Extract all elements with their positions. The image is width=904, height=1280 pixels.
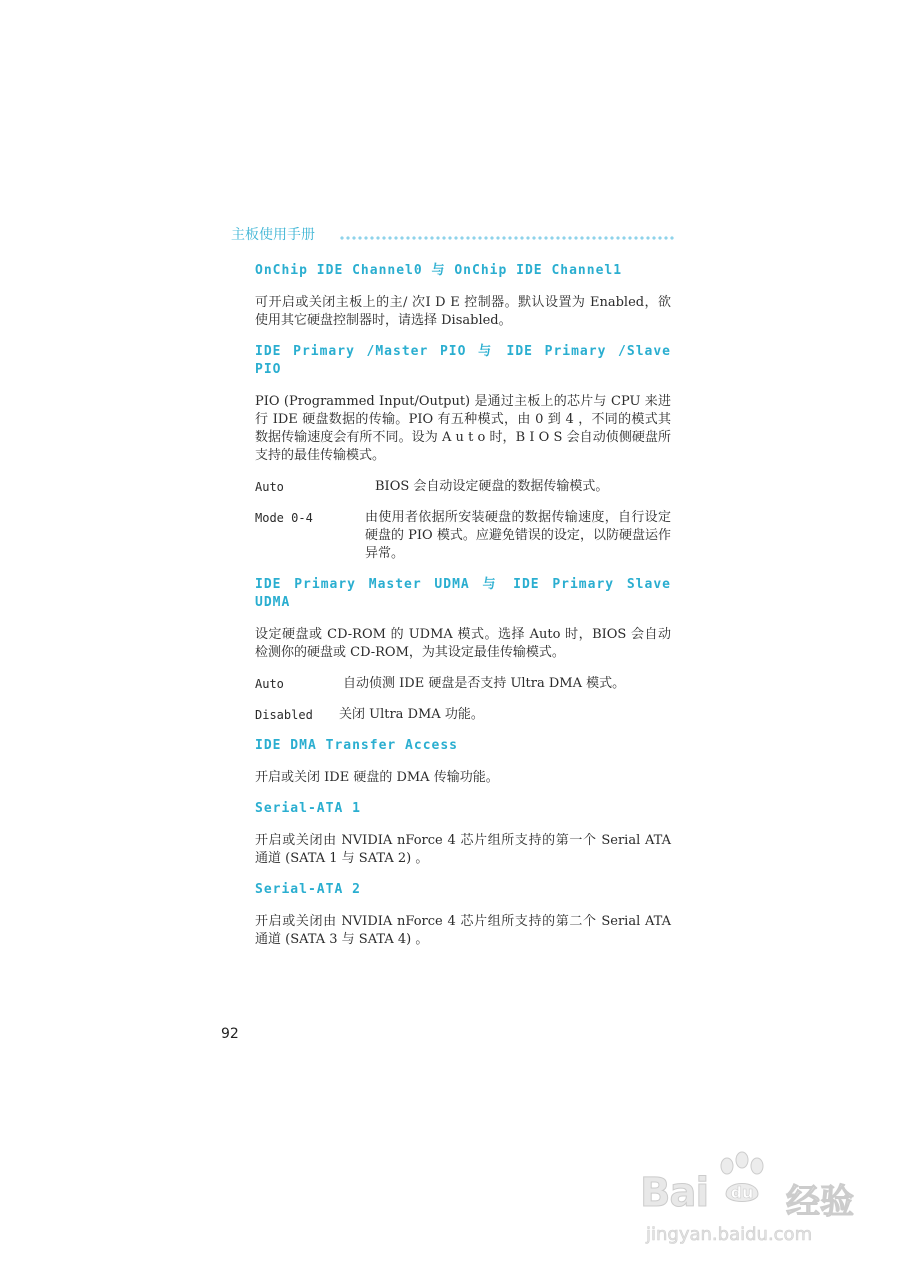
section-body-onchip-ide: 可开启或关闭主板上的主/ 次I D E 控制器。默认设置为 Enabled，欲使用其它硬盘控制器时，请选择 Disabled。 <box>255 295 671 328</box>
section-heading-sata1: Serial-ATA 1 <box>255 801 361 816</box>
option-term: Auto <box>255 480 284 494</box>
watermark-url: jingyan.baidu.com <box>646 1224 813 1245</box>
option-term: Auto <box>255 677 284 691</box>
paw-icon <box>712 1150 772 1210</box>
option-row-pio-mode <box>255 509 671 563</box>
header-title: 主板使用手册 <box>231 227 315 243</box>
option-term: Disabled <box>255 708 313 722</box>
section-heading-pio: IDE Primary /Master PIO 与 IDE Primary /Slave PIO <box>255 344 671 377</box>
option-description: 关闭 Ultra DMA 功能。 <box>339 707 484 722</box>
watermark-product: 经验 <box>786 1182 854 1222</box>
section-body-sata2: 开启或关闭由 NVIDIA nForce 4 芯片组所支持的第二个 Serial ATA 通道 (SATA 3 与 SATA 4) 。 <box>255 914 671 947</box>
option-row-pio-auto <box>255 478 671 496</box>
option-description: 由使用者依据所安装硬盘的数据传输速度，自行设定硬盘的 PIO 模式。应避免错误的设定，以防硬盘运作异常。 <box>365 510 671 561</box>
option-row-udma-disabled <box>255 706 671 724</box>
section-heading-udma: IDE Primary Master UDMA 与 IDE Primary Slave UDMA <box>255 577 671 610</box>
section-body-sata1: 开启或关闭由 NVIDIA nForce 4 芯片组所支持的第一个 Serial ATA 通道 (SATA 1 与 SATA 2) 。 <box>255 833 671 866</box>
baidu-jingyan-watermark <box>640 1140 870 1250</box>
section-body-udma: 设定硬盘或 CD-ROM 的 UDMA 模式。选择 Auto 时，BIOS 会自动检测你的硬盘或 CD-ROM，为其设定最佳传输模式。 <box>255 627 671 660</box>
section-heading-onchip-ide: OnChip IDE Channel0 与 OnChip IDE Channel1 <box>255 263 623 278</box>
section-heading-sata2: Serial-ATA 2 <box>255 882 361 897</box>
option-term: Mode 0-4 <box>255 511 313 525</box>
watermark-brand: Bai <box>640 1170 709 1216</box>
header-dotted-rule <box>339 235 676 241</box>
page-number: 92 <box>221 1026 239 1042</box>
section-body-pio: PIO (Programmed Input/Output) 是通过主板上的芯片与 CPU 来进行 IDE 硬盘数据的传输。PIO 有五种模式，由 0 到 4 ，不同的模式其数据传输速度会有所不同。设为 A u t o 时，B I O S 会自动侦侧硬盘所支持的最佳传输模式。 <box>255 394 671 463</box>
running-header <box>231 225 676 247</box>
section-heading-dma-access: IDE DMA Transfer Access <box>255 738 459 753</box>
page-content <box>255 262 671 949</box>
watermark-brand-du: du <box>730 1183 754 1202</box>
option-row-udma-auto <box>255 675 671 693</box>
option-description: 自动侦测 IDE 硬盘是否支持 Ultra DMA 模式。 <box>343 676 626 691</box>
section-body-dma-access: 开启或关闭 IDE 硬盘的 DMA 传输功能。 <box>255 770 499 785</box>
option-description: BIOS 会自动设定硬盘的数据传输模式。 <box>375 479 609 494</box>
